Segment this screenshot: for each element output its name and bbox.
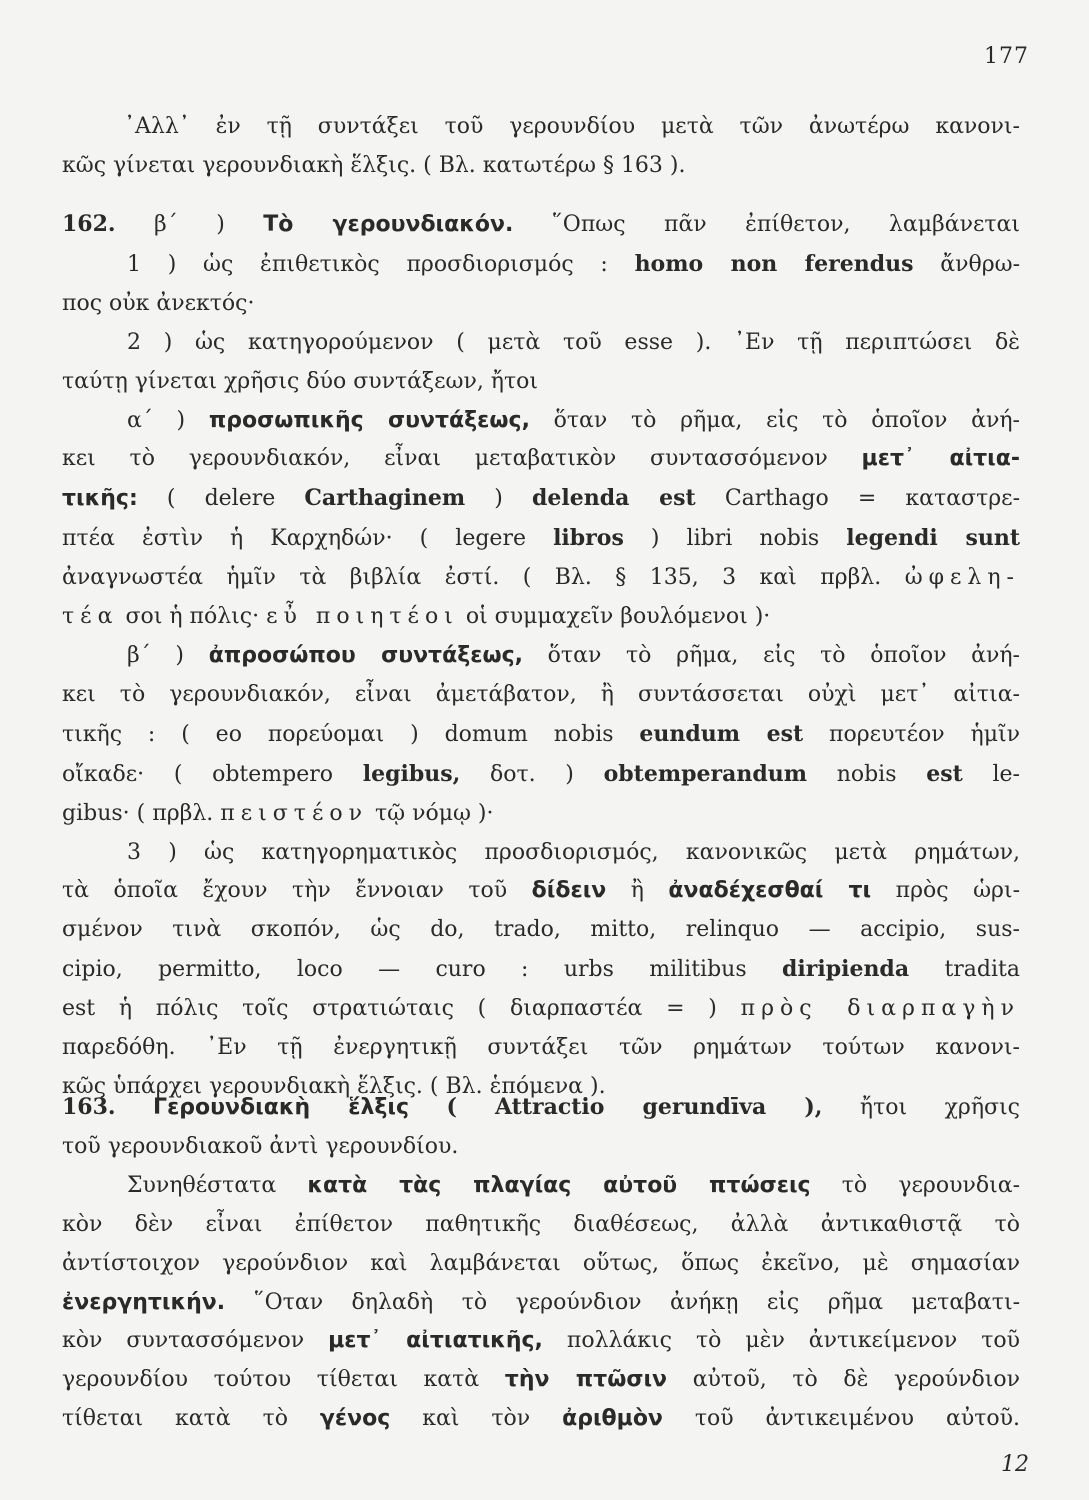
text-line: ταύτῃ γίνεται χρῆσις δύο συντάξεων, ἤτοι [62,368,539,394]
section-title: Γερουνδιακὴ ἕλξις [153,1095,409,1120]
section-heading: 162. β΄ ) Τὸ γερουνδιακόν. ῞Οπως πᾶν ἐπίθετον, λαμβάνεται [62,211,1020,237]
text-line: κὸν δὲν εἶναι ἐπίθετον παθητικῆς διαθέσεως, ἀλλὰ ἀντικαθιστᾷ τὸ [62,1211,1020,1237]
text-line: σμένον τινὰ σκοπόν, ὡς do, trado, mitto, relinquo — accipio, sus- [62,917,1020,943]
text-line: τέα σοι ἡ πόλις· εὖ ποιητέοι οἱ συμμαχεῖν βουλόμενοι )· [62,604,771,630]
text-line: κῶς γίνεται γερουνδιακὴ ἕλξις. ( Βλ. κατωτέρω § 163 ). [62,152,686,178]
section-number: 162. [62,211,116,237]
intro-paragraph [62,108,1020,186]
text-line: κὸν συντασσόμενον μετ᾿ αἰτιατικῆς, πολλάκις τὸ μὲν ἀντικείμενον τοῦ [62,1328,1021,1354]
text-line: Συνηθέστατα κατὰ τὰς πλαγίας αὐτοῦ πτώσεις τὸ γερουνδια- [127,1172,1020,1198]
text-line: α΄ ) προσωπικῆς συντάξεως, ὅταν τὸ ρῆμα, εἰς τὸ ὁποῖον ἀνή- [127,407,1020,433]
text-line: gibus· ( πρβλ. πειστέον τῷ νόμῳ )· [62,800,494,826]
text-line: 3 ) ὡς κατηγορηματικὸς προσδιορισμός, κανονικῶς μετὰ ρημάτων, [127,839,1020,865]
text-line: κῶς ὑπάρχει γερουνδιακὴ ἕλξις. ( Βλ. ἑπόμενα ). [62,1073,606,1099]
section-162 [62,205,1020,1107]
signature-mark: 12 [1001,1452,1029,1477]
text-line: ἐνεργητικήν. ῞Οταν δηλαδὴ τὸ γερούνδιον ἀνήκῃ εἰς ρῆμα μεταβατι- [62,1289,1021,1315]
text-line: γερουνδίου τούτου τίθεται κατὰ τὴν πτῶσιν αὐτοῦ, τὸ δὲ γερούνδιον [62,1367,1021,1393]
page-number: 177 [984,44,1029,69]
text-line: cipio, permitto, loco — curo : urbs militibus diripienda tradita [62,956,1021,983]
text-line: οἴκαδε· ( obtempero legibus, δοτ. ) obtemperandum nobis est le- [62,760,1020,787]
text-line: τίθεται κατὰ τὸ γένος καὶ τὸν ἀριθμὸν τοῦ ἀντικειμένου αὐτοῦ. [62,1406,1020,1432]
text-line: est ἡ πόλις τοῖς στρατιώταις ( διαρπαστέα = ) πρὸς διαρπαγὴν [62,996,1020,1022]
text-line: τοῦ γερουνδιακοῦ ἀντὶ γερουνδίου. [62,1133,459,1159]
text-line: πτέα ἐστὶν ἡ Καρχηδών· ( legere libros ) libri nobis legendi sunt [62,525,1020,552]
section-title: Τὸ γερουνδιακόν. [263,212,514,237]
text-line: τικῆς: ( delere Carthaginem ) delenda est Carthago = καταστρε- [62,485,1021,512]
text-line: ᾿Αλλ᾿ ἐν τῇ συντάξει τοῦ γερουνδίου μετὰ τῶν ἀνωτέρω κανονι- [124,114,1020,139]
text-line: β΄ ) ἀπροσώπου συντάξεως, ὅταν τὸ ρῆμα, εἰς τὸ ὁποῖον ἀνή- [127,642,1020,668]
section-number: 163. [62,1094,116,1120]
section-heading: 163. Γερουνδιακὴ ἕλξις ( Attractio gerundīva ), ἤτοι χρῆσις [62,1094,1020,1120]
text-line: ἀντίστοιχον γερούνδιον καὶ λαμβάνεται οὕτως, ὅπως ἐκεῖνο, μὲ σημασίαν [62,1250,1020,1276]
text-line: 2 ) ὡς κατηγορούμενον ( μετὰ τοῦ esse ). ᾿Εν τῇ περιπτώσει δὲ [127,329,1020,355]
text-line: παρεδόθη. ᾿Εν τῇ ἐνεργητικῇ συντάξει τῶν ρημάτων τούτων κανονι- [62,1035,1020,1061]
text-line: τὰ ὁποῖα ἔχουν τὴν ἔννοιαν τοῦ δίδειν ἢ ἀναδέχεσθαί τι πρὸς ὡρι- [62,878,1020,904]
text-line: κει τὸ γερουνδιακόν, εἶναι ἀμετάβατον, ἢ συντάσσεται οὐχὶ μετ᾿ αἰτια- [62,681,1020,707]
text-line: 1 ) ὡς ἐπιθετικὸς προσδιορισμός : homo non ferendus ἄνθρω- [127,250,1021,277]
text-line: πος οὐκ ἀνεκτός· [62,290,255,316]
section-163 [62,1088,1020,1439]
text-line: τικῆς : ( eo πορεύομαι ) domum nobis eundum est πορευτέον ἡμῖν [62,720,1021,747]
text-line: ἀναγνωστέα ἡμῖν τὰ βιβλία ἐστί. ( Βλ. § 135, 3 καὶ πρβλ. ὠφελη- [62,565,1020,591]
text-line: κει τὸ γερουνδιακόν, εἶναι μεταβατικὸν συντασσόμενον μετ᾿ αἰτια- [62,446,1020,472]
